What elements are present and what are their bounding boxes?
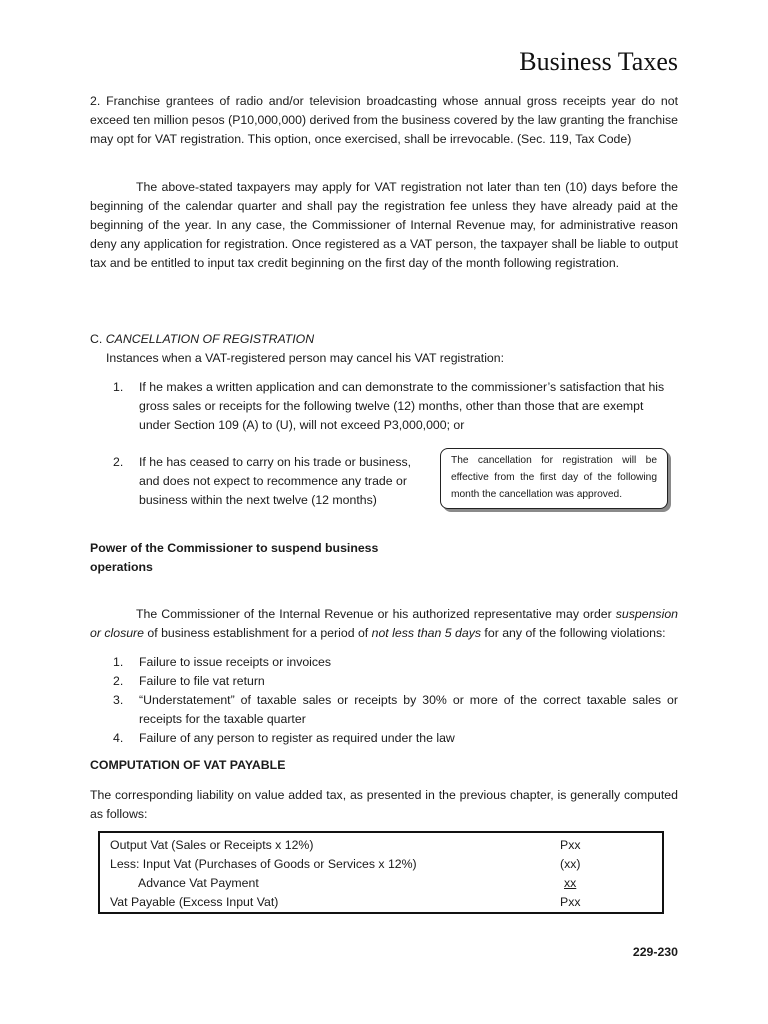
row-label: Output Vat (Sales or Receipts x 12%)	[110, 838, 314, 852]
list-text: “Understatement” of taxable sales or receipts by 30% or more of the correct taxable sales or receipts for the taxable quarter	[139, 693, 678, 726]
suspension-heading-line1: Power of the Commissioner to suspend business	[90, 541, 379, 555]
list-number: 1.	[113, 380, 124, 394]
section-letter: C.	[90, 332, 103, 346]
list-text: Failure of any person to register as required under the law	[139, 731, 455, 745]
page-header-title: Business Taxes	[519, 47, 678, 76]
list-number: 4.	[113, 731, 124, 745]
cancellation-list-1	[113, 378, 669, 435]
list-number: 2.	[113, 674, 124, 688]
section-c-heading	[90, 330, 314, 349]
suspension-text-3: for any of the following violations:	[481, 626, 666, 640]
vat-computation-table	[98, 831, 664, 914]
cancellation-intro: Instances when a VAT-registered person may cancel his VAT registration:	[106, 351, 505, 365]
row-label: Advance Vat Payment	[138, 876, 259, 890]
row-amount: xx	[564, 876, 577, 890]
list-text: If he has ceased to carry on his trade or business, and does not expect to recommence any trade or business within the next twelve (12 months)	[139, 455, 412, 507]
suspension-heading	[90, 539, 378, 577]
list-item	[113, 453, 423, 510]
suspension-heading-line2: operations	[90, 560, 153, 574]
table-row	[110, 893, 652, 912]
list-text: Failure to file vat return	[139, 674, 265, 688]
violations-list	[113, 653, 678, 748]
list-item	[113, 729, 678, 748]
suspension-text-2: of business establishment for a period of	[144, 626, 372, 640]
row-amount: Pxx	[560, 838, 581, 852]
list-item	[113, 653, 678, 672]
suspension-emphasis-2: not less than 5 days	[371, 626, 482, 640]
list-number: 1.	[113, 655, 124, 669]
section-title: CANCELLATION OF REGISTRATION	[105, 332, 315, 346]
list-item	[113, 378, 669, 435]
franchise-paragraph: 2. Franchise grantees of radio and/or television broadcasting whose annual gross receipts year do not exceed ten million pesos (P10,000,000) derived from the business covered by the law granting the franchise may opt for VAT registration. This option, once exercised, shall be irrevocable. (Sec. 119, Tax Code)	[90, 94, 678, 146]
list-item	[113, 672, 678, 691]
table-row	[110, 855, 652, 874]
row-label: Vat Payable (Excess Input Vat)	[110, 895, 279, 909]
list-text: If he makes a written application and can demonstrate to the commissioner’s satisfaction that his gross sales or receipts for the following twelve (12) months, other than those that are exempt under Section 109 (A) to (U), will not exceed P3,000,000; or	[139, 380, 665, 432]
row-amount: Pxx	[560, 895, 581, 909]
table-row	[110, 874, 652, 893]
list-number: 2.	[113, 455, 124, 469]
table-row	[110, 836, 652, 855]
computation-intro: The corresponding liability on value added tax, as presented in the previous chapter, is generally computed as follows:	[90, 788, 678, 821]
suspension-text-1: The Commissioner of the Internal Revenue or his authorized representative may order	[136, 607, 612, 621]
suspension-paragraph	[90, 605, 678, 643]
registration-paragraph: The above-stated taxpayers may apply for VAT registration not later than ten (10) days before the beginning of the calendar quarter and shall pay the registration fee unless they have already paid at the beginning of the year. In any case, the Commissioner of Internal Revenue may, for administrative reason deny any application for registration. Once registered as a VAT person, the taxpayer shall be liable to output tax and be entitled to input tax credit beginning on the first day of the month following registration.	[90, 180, 678, 270]
cancellation-note-box: The cancellation for registration will be effective from the first day of the following month the cancellation was approved.	[440, 448, 668, 509]
list-item	[113, 691, 678, 729]
computation-heading: COMPUTATION OF VAT PAYABLE	[90, 758, 286, 772]
list-text: Failure to issue receipts or invoices	[139, 655, 332, 669]
page-number: 229-230	[632, 945, 678, 959]
row-amount: (xx)	[560, 857, 581, 871]
cancellation-list-2	[113, 453, 423, 510]
suspension-emphasis-1: suspension or closure	[90, 607, 678, 640]
list-number: 3.	[113, 693, 124, 707]
row-label: Less: Input Vat (Purchases of Goods or Services x 12%)	[110, 857, 417, 871]
